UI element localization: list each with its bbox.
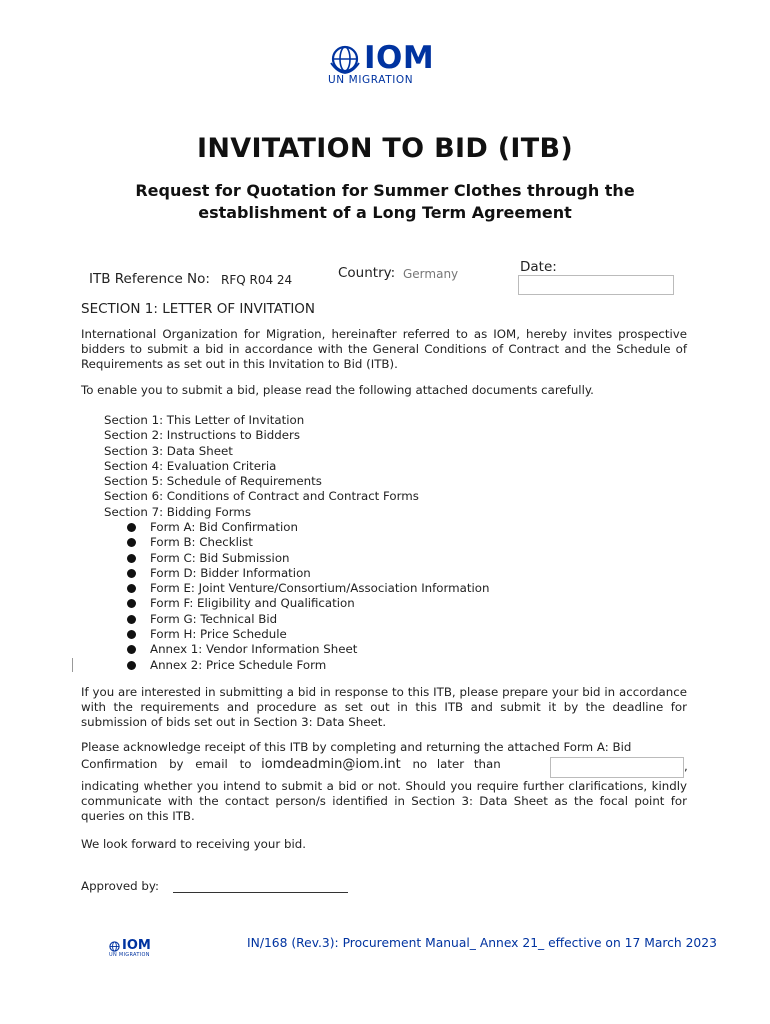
form-label: Form D: Bidder Information <box>150 565 311 580</box>
form-label: Annex 1: Vendor Information Sheet <box>150 642 358 657</box>
bullet-icon <box>127 584 136 593</box>
date-field[interactable] <box>518 275 674 295</box>
list-item <box>127 581 489 596</box>
subtitle-line-2: establishment of a Long Term Agreement <box>198 203 572 222</box>
itb-reference-value: RFQ R04 24 <box>221 273 293 287</box>
footer-logo <box>108 940 158 962</box>
logo-subtitle: UN MIGRATION <box>328 74 414 86</box>
list-item <box>127 612 489 627</box>
bullet-icon <box>127 661 136 670</box>
list-item: Section 2: Instructions to Bidders <box>104 428 301 443</box>
iom-logo <box>326 42 446 88</box>
subtitle-line-1: Request for Quotation for Summer Clothes through the <box>135 181 635 200</box>
form-label: Form G: Technical Bid <box>150 611 278 626</box>
itb-reference-label: ITB Reference No: <box>89 271 210 287</box>
documents-paragraph: To enable you to submit a bid, please read the following attached documents carefully. <box>81 383 594 397</box>
list-item: Section 6: Conditions of Contract and Contract Forms <box>104 489 419 504</box>
form-label: Form F: Eligibility and Qualification <box>150 596 355 611</box>
confirmation-text: Confirmation by email to <box>81 757 252 771</box>
bullet-icon <box>127 538 136 547</box>
bullet-icon <box>127 615 136 624</box>
list-item: Section 3: Data Sheet <box>104 443 233 458</box>
list-item: Section 7: Bidding Forms <box>104 504 252 519</box>
list-item <box>127 627 489 642</box>
list-item <box>127 566 489 581</box>
closing-paragraph: We look forward to receiving your bid. <box>81 837 306 851</box>
list-item <box>127 551 489 566</box>
approved-by-label: Approved by: <box>81 879 159 893</box>
footer-text: IN/168 (Rev.3): Procurement Manual_ Annex 21_ effective on 17 March 2023 <box>247 936 717 950</box>
form-label: Form B: Checklist <box>150 535 253 550</box>
acknowledge-paragraph: Please acknowledge receipt of this ITB by completing and returning the attached Form A: Bid <box>81 740 632 754</box>
bullet-icon <box>127 569 136 578</box>
date-label: Date: <box>520 259 557 275</box>
form-label: Form H: Price Schedule <box>150 627 287 642</box>
footer-logo-wordmark: IOM <box>122 938 151 953</box>
iom-globe-icon <box>328 43 362 75</box>
logo-wordmark: IOM <box>364 40 435 76</box>
list-item <box>127 642 489 657</box>
clarification-paragraph: indicating whether you intend to submit a bid or not. Should you require further clarifications, kindly communicate with the contact person/s identified in Section 3: Data Sheet as the focal point for queries on this ITB. <box>81 779 687 824</box>
list-item <box>127 658 489 673</box>
intro-paragraph: International Organization for Migration, hereinafter referred to as IOM, hereby invites prospective bidders to submit a bid in accordance with the General Conditions of Contract and the Schedule of Requirements as set out in this Invitation to Bid (ITB). <box>81 327 687 372</box>
form-label: Form C: Bid Submission <box>150 550 290 565</box>
list-item <box>127 596 489 611</box>
document-subtitle <box>60 180 710 224</box>
sections-list <box>104 413 419 520</box>
form-label: Annex 2: Price Schedule Form <box>150 657 327 672</box>
form-label: Form A: Bid Confirmation <box>150 520 298 534</box>
forms-list <box>127 520 489 673</box>
contact-email[interactable]: iomdeadmin@iom.int <box>261 757 401 772</box>
list-item <box>127 535 489 550</box>
country-value[interactable]: Germany <box>403 267 459 281</box>
deadline-date-field[interactable] <box>550 757 684 778</box>
bullet-icon <box>127 554 136 563</box>
text-cursor <box>72 658 73 672</box>
submission-paragraph: If you are interested in submitting a bid in response to this ITB, please prepare your bid in accordance with the requirements and procedure as set out in this ITB and submit it by the deadline for submission of bids set out in Section 3: Data Sheet. <box>81 685 687 730</box>
document-title: INVITATION TO BID (ITB) <box>197 133 573 164</box>
bullet-icon <box>127 523 136 532</box>
list-item: Section 1: This Letter of Invitation <box>104 413 305 427</box>
comma-text: , <box>684 759 688 773</box>
no-later-than-text: no later than <box>412 757 501 771</box>
list-item: Section 5: Schedule of Requirements <box>104 474 322 489</box>
list-item <box>127 520 489 535</box>
bullet-icon <box>127 630 136 639</box>
country-label: Country: <box>338 265 396 281</box>
list-item: Section 4: Evaluation Criteria <box>104 458 277 473</box>
bullet-icon <box>127 599 136 608</box>
footer-logo-subtitle: UN MIGRATION <box>109 952 150 958</box>
section-title: SECTION 1: LETTER OF INVITATION <box>81 301 316 317</box>
form-label: Form E: Joint Venture/Consortium/Association Information <box>150 581 490 596</box>
signature-line[interactable] <box>173 892 348 893</box>
bullet-icon <box>127 645 136 654</box>
